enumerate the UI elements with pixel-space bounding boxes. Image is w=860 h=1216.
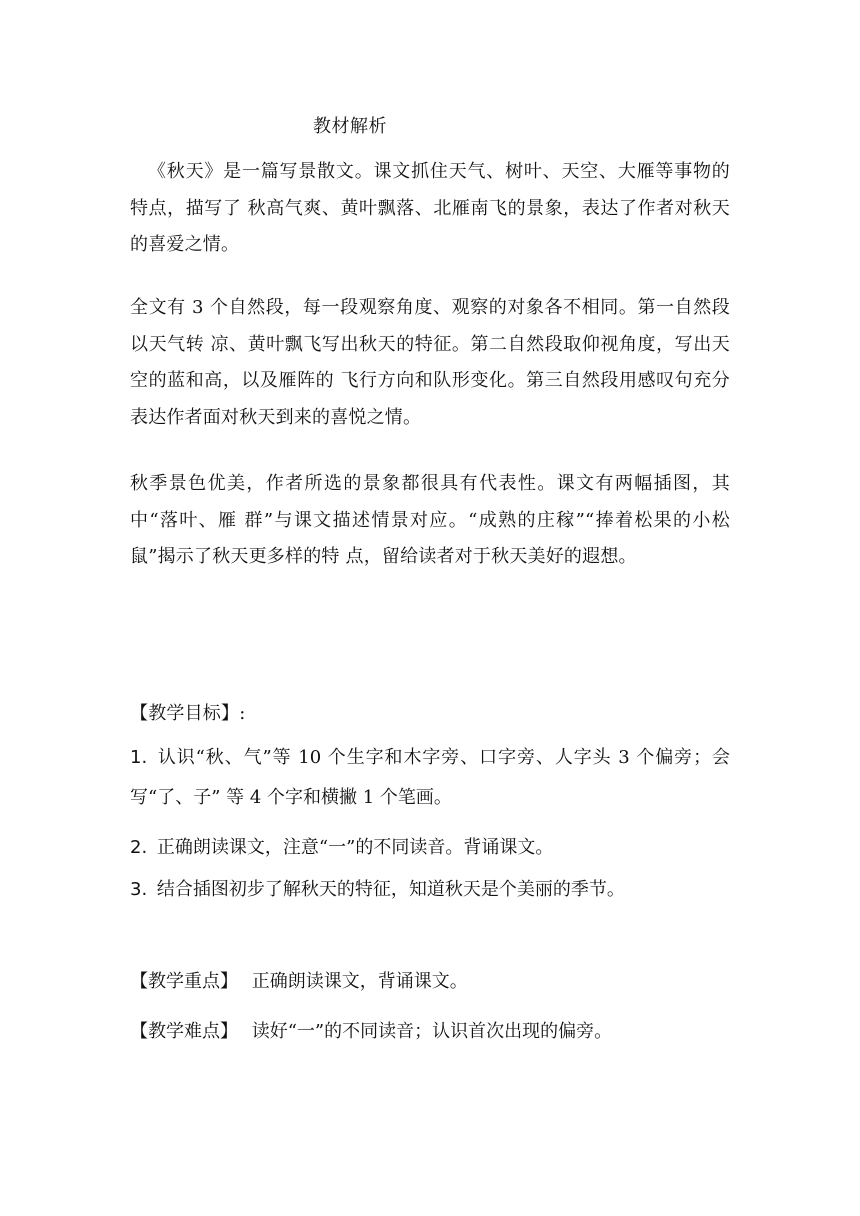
paragraph-structure: 全文有 3 个自然段，每一段观察角度、观察的对象各不相同。第一自然段以天气转 凉、黄叶飘飞写出秋天的特征。第二自然段取仰视角度，写出天空的蓝和高，以及雁阵的 飞行方向和队形变化。第三自然段用感叹句充分表达作者面对秋天到来的喜悦之情。 bbox=[130, 297, 730, 428]
key-point-text: 正确朗读课文，背诵课文。 bbox=[251, 971, 468, 992]
goals-heading: 【教学目标】: bbox=[130, 703, 246, 724]
goal-item-2 bbox=[130, 828, 730, 868]
goal-number: 1. bbox=[130, 747, 148, 768]
goal-number: 3. bbox=[130, 879, 148, 900]
key-point-line bbox=[130, 962, 730, 1002]
paragraph-illustrations: 秋季景色优美，作者所选的景象都很具有代表性。课文有两幅插图，其中“落叶、雁 群”与课文描述情景对应。“成熟的庄稼”“捧着松果的小松鼠”揭示了秋天更多样的特 点，留给读者对于秋天美好的遐想。 bbox=[130, 473, 730, 567]
document-title: 教材解析 bbox=[313, 116, 387, 137]
goal-text: 正确朗读课文，注意“一”的不同读音。背诵课文。 bbox=[156, 837, 554, 858]
goal-number: 2. bbox=[130, 837, 148, 858]
difficulty-text: 读好“一”的不同读音；认识首次出现的偏旁。 bbox=[251, 1021, 613, 1042]
difficulty-line bbox=[130, 1012, 730, 1052]
key-point-label: 【教学重点】 bbox=[130, 971, 238, 992]
goal-text: 认识“秋、气”等 10 个生字和木字旁、口字旁、人字头 3 个偏旁；会写“了、子” 等 4 个字和横撇 1 个笔画。 bbox=[130, 747, 730, 808]
paragraph-intro: 《秋天》是一篇写景散文。课文抓住天气、树叶、天空、大雁等事物的特点，描写了 秋高气爽、黄叶飘落、北雁南飞的景象，表达了作者对秋天的喜爱之情。 bbox=[130, 161, 730, 255]
difficulty-label: 【教学难点】 bbox=[130, 1021, 238, 1042]
goal-item-1 bbox=[130, 738, 730, 818]
goal-item-3 bbox=[130, 870, 730, 910]
goal-text: 结合插图初步了解秋天的特征，知道秋天是个美丽的季节。 bbox=[156, 879, 625, 900]
